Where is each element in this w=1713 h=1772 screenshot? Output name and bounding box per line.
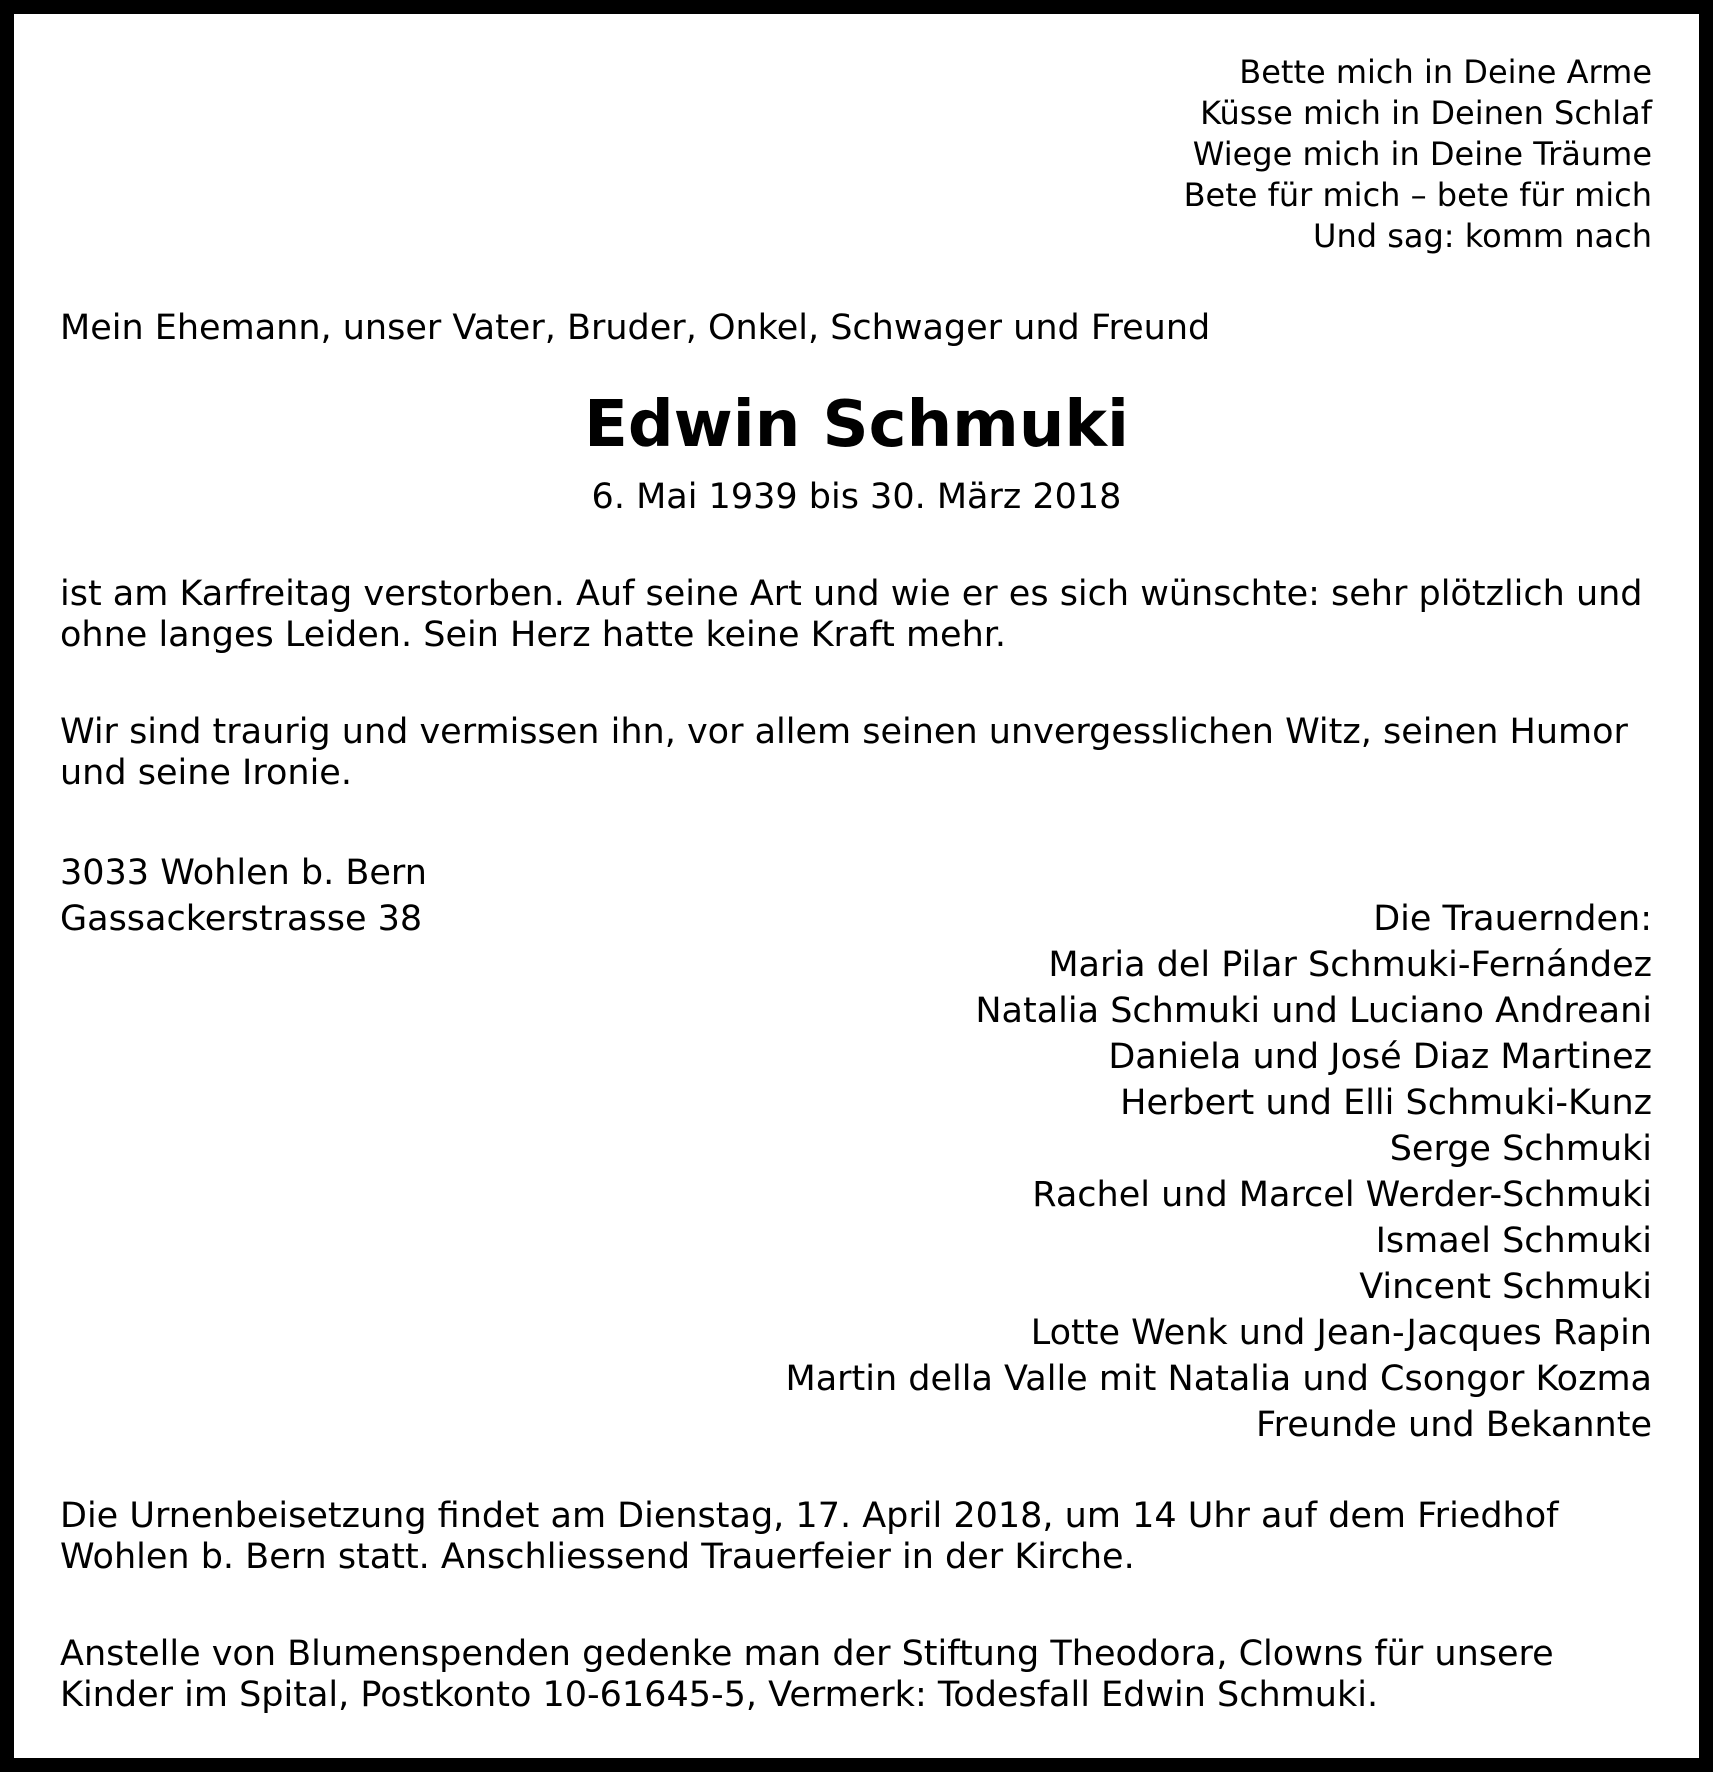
paragraph-funeral-info: Die Urnenbeisetzung findet am Dienstag, 17. April 2018, um 14 Uhr auf dem Friedhof Wohlen b. Bern statt. Anschliessend Trauerfeier in der Kirche. [60, 1496, 1559, 1577]
address-line: 3033 Wohlen b. Bern [60, 853, 427, 893]
poem-line: Küsse mich in Deinen Schlaf [1200, 94, 1652, 132]
paragraph-death-notice: ist am Karfreitag verstorben. Auf seine Art und wie er es sich wünschte: sehr plötzlich und ohne langes Leiden. Sein Herz hatte keine Kraft mehr. [60, 574, 1643, 655]
mourner-name: Natalia Schmuki und Luciano Andreani [975, 991, 1652, 1031]
poem-line: Bete für mich – bete für mich [1183, 176, 1652, 214]
intro-line: Mein Ehemann, unser Vater, Bruder, Onkel, Schwager und Freund [60, 308, 1211, 348]
poem-line: Wiege mich in Deine Träume [1192, 135, 1652, 173]
mourner-name: Freunde und Bekannte [1256, 1405, 1652, 1445]
mourner-name: Daniela und José Diaz Martinez [1108, 1037, 1652, 1077]
paragraph-donation-info: Anstelle von Blumenspenden gedenke man der Stiftung Theodora, Clowns für unsere Kinder im Spital, Postkonto 10-61645-5, Vermerk: Todesfall Edwin Schmuki. [60, 1634, 1554, 1715]
mourner-name: Lotte Wenk und Jean-Jacques Rapin [1030, 1313, 1652, 1353]
paragraph-remembrance: Wir sind traurig und vermissen ihn, vor allem seinen unvergesslichen Witz, seinen Humor und seine Ironie. [60, 712, 1628, 793]
mourner-name: Ismael Schmuki [1375, 1221, 1652, 1261]
poem-line: Bette mich in Deine Arme [1239, 53, 1652, 91]
mourner-name: Rachel und Marcel Werder-Schmuki [1032, 1175, 1652, 1215]
mourner-name: Serge Schmuki [1389, 1129, 1652, 1169]
mourner-name: Maria del Pilar Schmuki-Fernández [1048, 945, 1652, 985]
deceased-name: Edwin Schmuki [584, 388, 1129, 462]
address [60, 850, 427, 942]
address-line: Gassackerstrasse 38 [60, 899, 423, 939]
mourners-list [786, 896, 1653, 1448]
poem [1184, 52, 1652, 257]
mourner-name: Vincent Schmuki [1359, 1267, 1652, 1307]
mourner-name: Martin della Valle mit Natalia und Csongor Kozma [785, 1359, 1652, 1399]
mourners-heading: Die Trauernden: [1373, 899, 1652, 939]
life-dates: 6. Mai 1939 bis 30. März 2018 [591, 477, 1122, 517]
mourner-name: Herbert und Elli Schmuki-Kunz [1120, 1083, 1652, 1123]
poem-line: Und sag: komm nach [1313, 217, 1652, 255]
